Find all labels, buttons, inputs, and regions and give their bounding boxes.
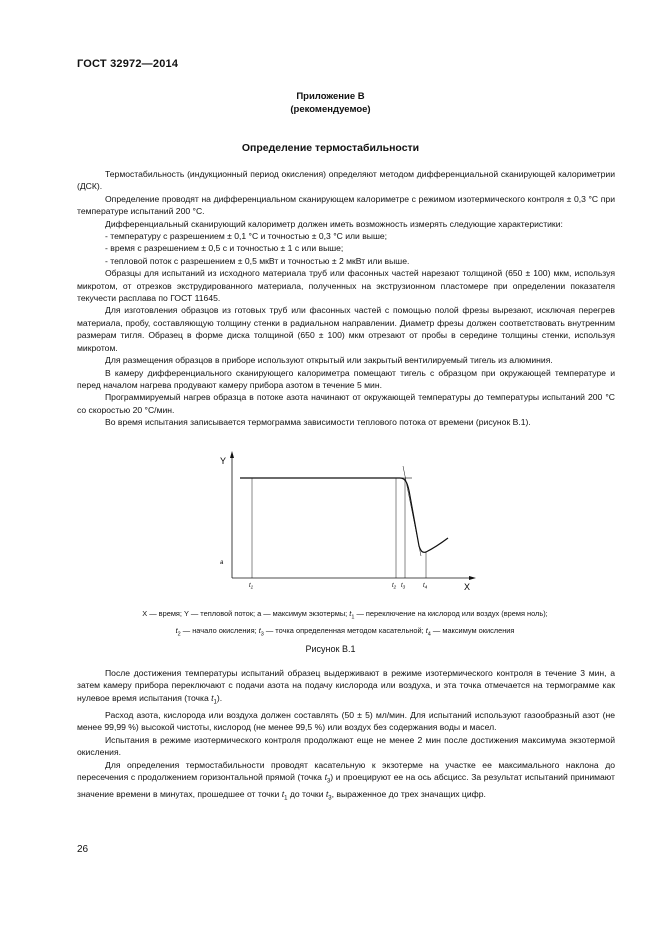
text-run: ) и проецируют ее на ось абсцисс. За результат испытаний принимают значение времени в минутах, прошедшее от точки bbox=[77, 771, 615, 800]
subscript: 1 bbox=[213, 699, 217, 706]
paragraph: В камеру дифференциального сканирующего калориметра помещают тигель с образцом при окружающей температуре и перед началом нагрева продувают камеру прибора азотом в течение 5 мин. bbox=[77, 367, 615, 390]
subscript: 3 bbox=[328, 795, 332, 802]
symbol: t bbox=[324, 771, 327, 782]
legend-text: X — время; Y — тепловой поток; a — максимум экзотермы; bbox=[142, 609, 350, 618]
legend-subscript: 3 bbox=[260, 631, 264, 638]
body-text-block-1 bbox=[77, 168, 615, 429]
list-item: - время с разрешением ± 0,5 с и точностью ± 1 с или выше; bbox=[105, 243, 344, 254]
legend-line-2 bbox=[85, 624, 605, 641]
list-item: - тепловой поток с разрешением ± 0,5 мкВт и точностью ± 2 мкВт или выше. bbox=[105, 255, 410, 266]
y-axis-label: Y bbox=[220, 456, 227, 466]
appendix-title: Приложение В bbox=[296, 91, 365, 102]
legend-symbol: t bbox=[175, 626, 178, 636]
t2-label: $t_2$ bbox=[392, 583, 397, 590]
figure-legend bbox=[85, 607, 605, 642]
t3-label: $t_3$ bbox=[401, 583, 406, 590]
page-number: 26 bbox=[77, 844, 89, 855]
legend-subscript: 4 bbox=[427, 631, 431, 638]
thermogram-curve bbox=[400, 478, 448, 552]
appendix-heading bbox=[0, 90, 661, 116]
figure-caption: Рисунок В.1 bbox=[305, 644, 356, 654]
text-run: Для определения термостабильности проводят касательную к экзотерме на участке ее максимального наклона до пересечения с продолжением горизонтальной прямой (точка bbox=[77, 759, 615, 782]
paragraph bbox=[77, 667, 615, 709]
subscript: 3 bbox=[326, 778, 331, 785]
legend-subscript: 2 bbox=[177, 631, 181, 638]
t1-label: $t_1$ bbox=[249, 583, 254, 590]
body-text-block-2 bbox=[77, 667, 615, 805]
paragraph: Расход азота, кислорода или воздуха должен составлять (50 ± 5) мл/мин. Для испытаний используют газообразный азот (не менее 99,99 %) высокой чистоты, кислород (не менее 99,5 %) или воздух без содержания воды и масел. bbox=[77, 709, 615, 733]
document-header: ГОСТ 32972—2014 bbox=[77, 58, 179, 70]
thermogram-figure bbox=[200, 448, 490, 598]
legend-line-1 bbox=[85, 607, 605, 624]
paragraph: Испытания в режиме изотермического контроля продолжают еще не менее 2 мин после достижения максимума экзотермой окисления. bbox=[77, 734, 615, 758]
legend-symbol: t bbox=[258, 626, 261, 636]
paragraph: Образцы для испытаний из исходного материала труб или фасонных частей нарезают толщиной (650 ± 100) мкм, используя микротом, от отрезков экструдированного материала, полученных на экструзионном пластомере при определении показателя текучести расплава по ГОСТ 11645. bbox=[77, 268, 615, 304]
x-axis-arrow bbox=[469, 576, 476, 580]
tangent-line bbox=[403, 466, 421, 556]
x-axis-label: X bbox=[464, 582, 471, 592]
subscript: 1 bbox=[284, 795, 288, 802]
t4-label: $t_4$ bbox=[423, 583, 428, 590]
paragraph: Для изготовления образцов из готовых труб или фасонных частей с помощью полой фрезы вырезают, исключая перегрев материала, пробу, составляющую толщину стенки в радиальном направлении. Диаметр фрезы должен соответствовать внутренним размерам тигля. Образец в форме диска толщиной (650 ± 100) мкм отрезают от пробы в середине толщины стенки, используя микротом. bbox=[77, 305, 615, 353]
text-run: ). bbox=[216, 692, 223, 703]
paragraph: Для размещения образцов в приборе используют открытый или закрытый вентилируемый тигель из алюминия. bbox=[105, 355, 553, 366]
symbol: t bbox=[325, 789, 329, 800]
symbol: t bbox=[211, 692, 214, 703]
legend-text: — максимум окисления bbox=[430, 626, 515, 636]
paragraph: Определение проводят на дифференциальном сканирующем калориметре с режимом изотермического контроля ± 0,3 °С при температуре испытаний 200 °С. bbox=[77, 193, 615, 217]
paragraph: Термостабильность (индукционный период окисления) определяют методом дифференциальной сканирующей калориметрии (ДСК). bbox=[77, 169, 615, 192]
paragraph bbox=[77, 759, 615, 806]
list-item: - температуру с разрешением ± 0,1 °С и точностью ± 0,3 °С или выше; bbox=[105, 231, 388, 242]
paragraph: Дифференциальный сканирующий калориметр должен иметь возможность измерять следующие характеристики: bbox=[105, 218, 563, 229]
text-run: до точки bbox=[287, 789, 326, 800]
legend-symbol: t bbox=[425, 626, 428, 636]
symbol: t bbox=[281, 789, 285, 800]
text-run: После достижения температуры испытаний образец выдерживают в режиме изотермического контроля в течение 3 мин, а затем камеру прибора переключают с подачи азота на подачу кислорода или воздуха, и эта точка отмечается на термограмме как нулевое время испытания (точка bbox=[77, 668, 615, 703]
section-title: Определение термостабильности bbox=[241, 142, 420, 154]
paragraph: Программируемый нагрев образца в потоке азота начинают от окружающей температуры до температуры испытаний 200 °С со скоростью 20 °С/мин. bbox=[77, 392, 615, 415]
appendix-subtitle: (рекомендуемое) bbox=[290, 104, 371, 115]
paragraph: Во время испытания записывается термограмма зависимости теплового потока от времени (рисунок В.1). bbox=[105, 417, 531, 428]
exotherm-a-label: a bbox=[220, 560, 224, 566]
legend-subscript: 1 bbox=[351, 614, 355, 621]
legend-text: — точка определенная методом касательной; bbox=[263, 626, 426, 636]
y-axis-arrow bbox=[230, 451, 234, 458]
legend-symbol: t bbox=[349, 609, 352, 618]
text-run: , выраженное до трех значащих цифр. bbox=[331, 789, 486, 800]
legend-text: — переключение на кислород или воздух (время ноль); bbox=[354, 609, 548, 618]
legend-text: — начало окисления; bbox=[180, 626, 259, 636]
